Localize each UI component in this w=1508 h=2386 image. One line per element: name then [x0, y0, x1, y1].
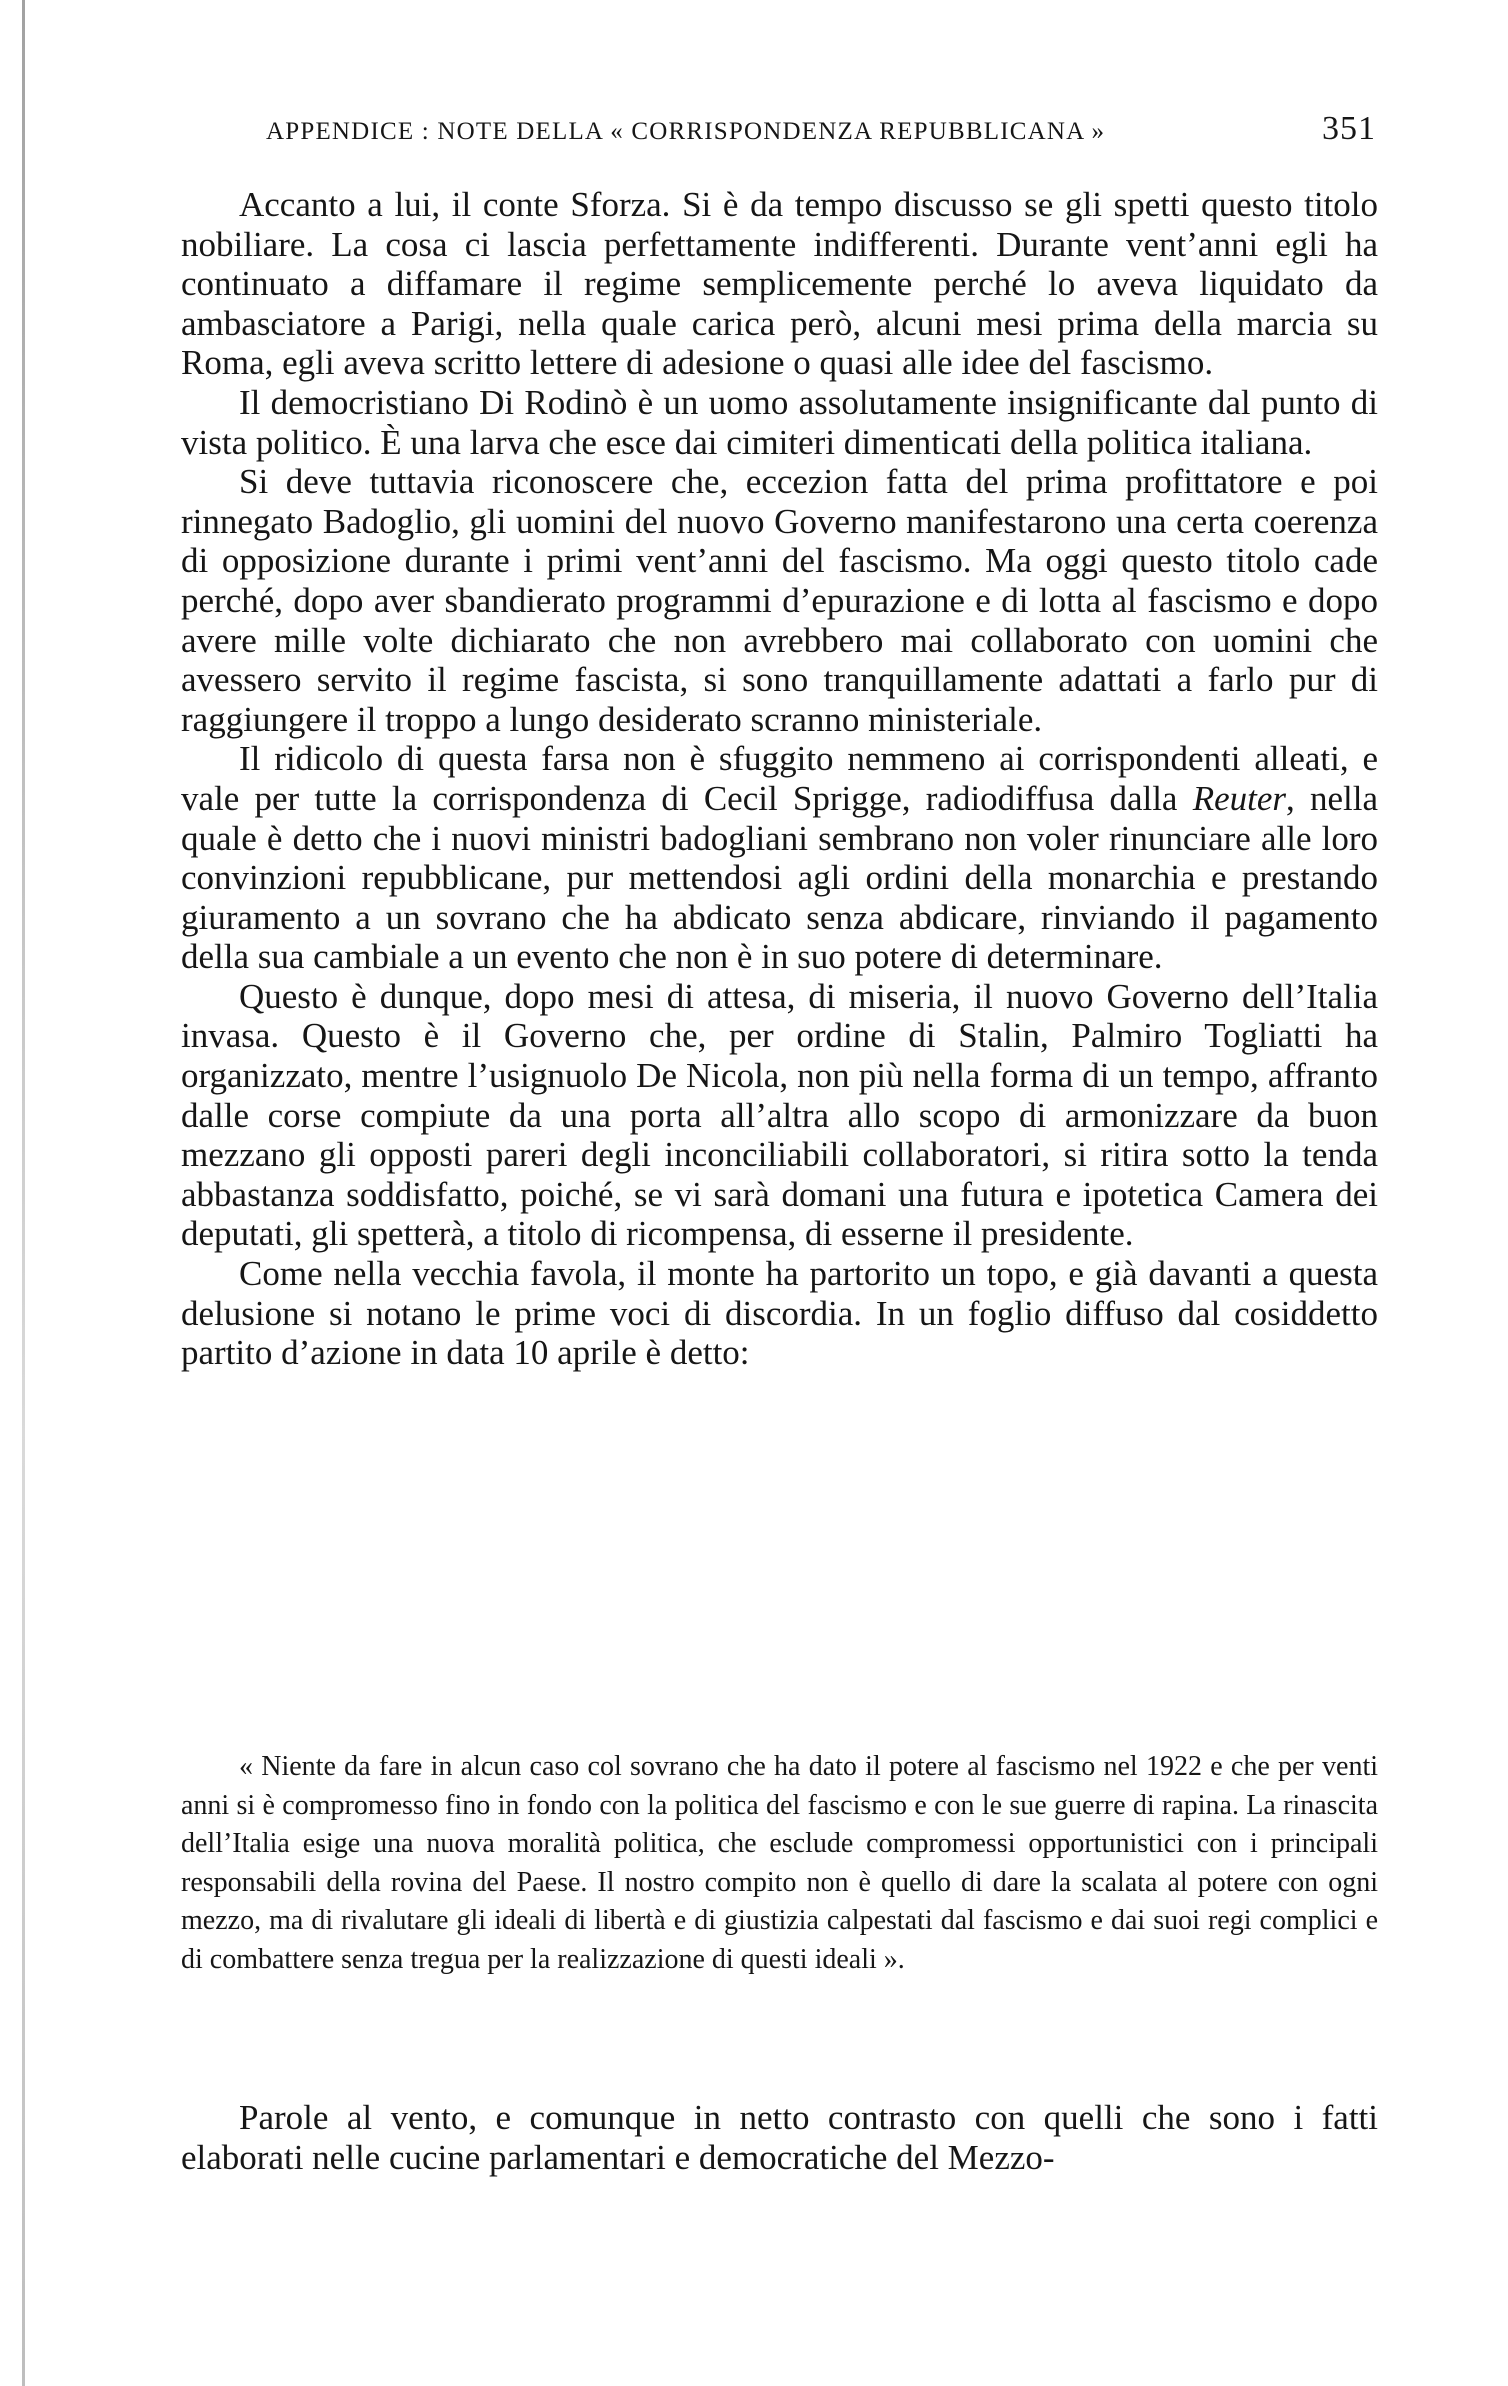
page-number: 351 [1322, 110, 1376, 147]
paragraph-sprigge-part-2: , nella quale è detto che i nuovi ministri badogliani sembrano non voler rinunciare alle loro convinzioni repubblicane, pur mettendosi agli ordini della monarchia e prestando giuramento a un sovrano che ha abdicato senza abdicare, rinviando il pagamento della sua cambiale a un evento che non è in suo potere di determinare. [181, 778, 1378, 977]
page-edge-scan-artifact [22, 0, 25, 2386]
block-quote [181, 1748, 1378, 1980]
running-head: APPENDICE : NOTE DELLA « CORRISPONDENZA REPUBBLICANA » [266, 118, 1106, 145]
page-header [266, 110, 1376, 162]
paragraph-rodino: Il democristiano Di Rodinò è un uomo assolutamente insignificante dal punto di vista politico. È una larva che esce dai cimiteri dimenticati della politica italiana. [181, 382, 1378, 462]
closing-paragraph: Parole al vento, e comunque in netto contrasto con quelli che sono i fatti elaborati nelle cucine parlamentari e democratiche del Mezzo- [181, 2098, 1378, 2177]
paragraph-sprigge-part-1: Il ridicolo di questa farsa non è sfuggito nemmeno ai corrispondenti alleati, e vale per tutte la corrispondenza di Cecil Sprigge, radiodiffusa dalla [181, 739, 1378, 818]
quote-text: « Niente da fare in alcun caso col sovrano che ha dato il potere al fascismo nel 1922 e che per venti anni si è compromesso fino in fondo con la politica del fascismo e con le sue guerre di rapina. La rinascita dell’Italia esige una nuova moralità politica, che esclude compromessi opportunistici con i principali responsabili della rovina del Paese. Il nostro compito non è quello di dare la scalata al potere con ogni mezzo, ma di rivalutare gli ideali di libertà e di giustizia calpestati dal fascismo e dai suoi regi complici e di combattere senza tregua per la realizzazione di questi ideali ». [181, 1751, 1378, 1975]
paragraph-sprigge [181, 739, 1378, 977]
reuter-italic: Reuter [1192, 778, 1286, 818]
main-text [181, 185, 1378, 1373]
paragraph-sforza: Accanto a lui, il conte Sforza. Si è da tempo discusso se gli spetti questo titolo nobiliare. La cosa ci lascia perfettamente indifferenti. Durante vent’anni egli ha continuato a diffamare il regime semplicemente perché lo aveva liquidato da ambasciatore a Parigi, nella quale carica però, alcuni mesi prima della marcia su Roma, egli aveva scritto lettere di adesione o quasi alle idee del fascismo. [181, 185, 1378, 383]
closing-text [181, 2098, 1378, 2177]
paragraph-favola: Come nella vecchia favola, il monte ha partorito un topo, e già davanti a questa delusione si notano le prime voci di discordia. In un foglio diffuso dal cosiddetto partito d’azione in data 10 aprile è detto: [181, 1254, 1378, 1373]
paragraph-badoglio: Si deve tuttavia riconoscere che, eccezion fatta del prima profittatore e poi rinnegato Badoglio, gli uomini del nuovo Governo manifestarono una certa coerenza di opposizione durante i primi vent’anni del fascismo. Ma oggi questo titolo cade perché, dopo aver sbandierato programmi d’epurazione e di lotta al fascismo e dopo avere mille volte dichiarato che non avrebbero mai collaborato con uomini che avessero servito il regime fascista, si sono tranquillamente adattati a farlo pur di raggiungere il troppo a lungo desiderato scranno ministeriale. [181, 462, 1378, 739]
paragraph-togliatti: Questo è dunque, dopo mesi di attesa, di miseria, il nuovo Governo dell’Italia invasa. Questo è il Governo che, per ordine di Stalin, Palmiro Togliatti ha organizzato, mentre l’usignuolo De Nicola, non più nella forma di un tempo, affranto dalle corse compiute da una porta all’altra allo scopo di armonizzare da buon mezzano gli opposti pareri degli inconciliabili collaboratori, si ritira sotto la tenda abbastanza soddisfatto, poiché, se vi sarà domani una futura e ipotetica Camera dei deputati, gli spetterà, a titolo di ricompensa, di esserne il presidente. [181, 976, 1378, 1254]
